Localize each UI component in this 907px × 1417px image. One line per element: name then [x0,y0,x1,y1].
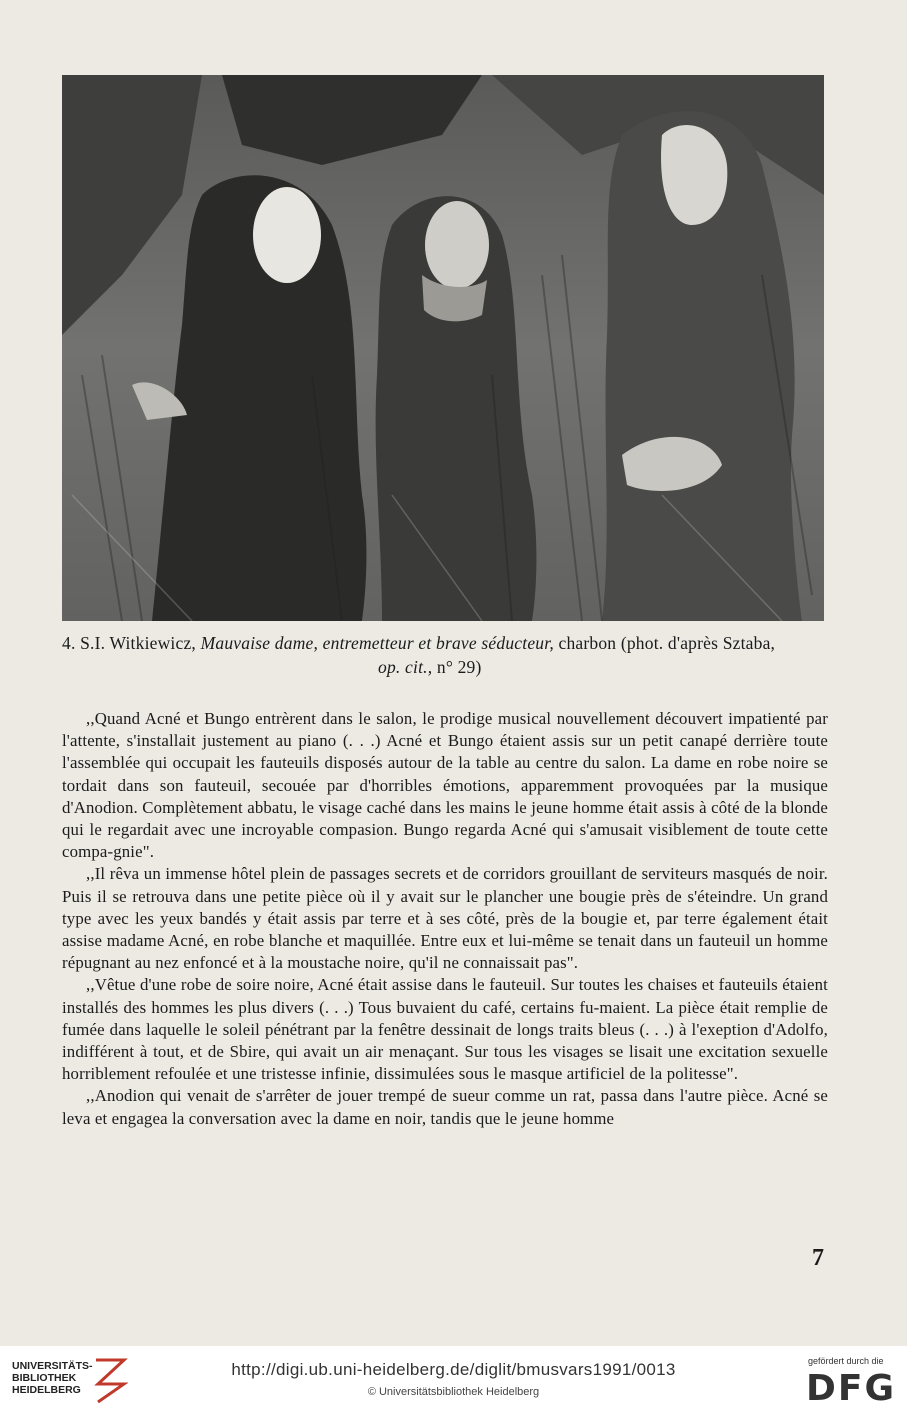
paragraph: ,,Anodion qui venait de s'arrêter de jouer trempé de sueur comme un rat, passa dans l'autre pièce. Acné se leva et engagea la conversation avec la dame en noir, tandis que le jeune homme [62,1086,828,1128]
drawing-illustration [62,75,824,621]
page-number: 7 [812,1245,824,1271]
figure-caption [62,631,834,679]
library-line: UNIVERSITÄTS- [12,1360,93,1372]
paragraph: ,,Quand Acné et Bungo entrèrent dans le salon, le prodige musical nouvellement découvert impatienté par l'attente, s'installait justement au piano (. . .) Acné et Bungo étaient assis sur un petit canapé derrière toute l'assemblée qui occupait les fauteuils disposés autour de la table au centre du salon. La dame en robe noire se tordait dans son fauteuil, secouée par d'horribles émotions, apparemment provoquées par la musique d'Anodion. Complètement abbatu, le visage caché dans les mains le jeune homme était assis à côté de la blonde qui le regardait avec une incroyable compasion. Bungo regarda Acné qui s'amusait visiblement de toute cette compa-gnie". [62,709,828,862]
caption-medium: charbon (phot. d'après Sztaba, [558,633,776,653]
library-line: BIBLIOTHEK [12,1372,77,1384]
paragraph: ,,Vêtue d'une robe de soire noire, Acné était assise dans le fauteuil. Sur toutes les chaises et fauteuils étaient installés des hommes les plus divers (. . .) Tous buvaient du café, certains fu-maient. La pièce était remplie de fumée dans laquelle le soleil pénétrant par la fenêtre dessinait de longs traits bleus (. . .) à l'exeption d'Adolfo, indifférent à tout, et de Sbire, qui avait un air menaçant. Sur tous les visages se lisait une excitation sexuelle horriblement refoulée et une tristesse infinie, dissimulées sous le masque artificiel de la politesse". [62,975,828,1084]
dfg-logo: DFG [806,1368,897,1409]
footer-bar [0,1346,907,1417]
charcoal-drawing-image [62,75,824,621]
permalink-url[interactable]: http://digi.ub.uni-heidelberg.de/diglit/bmusvars1991/0013 [231,1360,676,1379]
funding-note: gefördert durch die [808,1356,884,1366]
paragraph: ,,Il rêva un immense hôtel plein de passages secrets et de corridors grouillant de serviteurs masqués de noir. Puis il se retrouva dans une petite pièce où il y avait sur le plancher une bougie près de s'éteindre. Un grand type avec les yeux bandés y était assis par terre et à ses côté, près de la bougie et, par terre également était assise madame Acné, en robe blanche et maquillée. Entre eux et lui-même se tenait dans un fauteuil un homme répugnant au nez enfoncé et à la moustache noire, qu'il ne connaissait pas". [62,864,828,973]
caption-author: S.I. Witkiewicz, [80,633,197,653]
caption-title: Mauvaise dame, entremetteur et brave séducteur, [200,633,554,653]
caption-ref-italic: op. cit., [378,657,433,677]
body-text [62,708,828,1130]
caption-number: 4. [62,633,76,653]
copyright-notice: © Universitätsbibliothek Heidelberg [367,1386,540,1398]
library-line: HEIDELBERG [12,1384,81,1396]
caption-ref-rest: n° 29) [436,657,482,677]
